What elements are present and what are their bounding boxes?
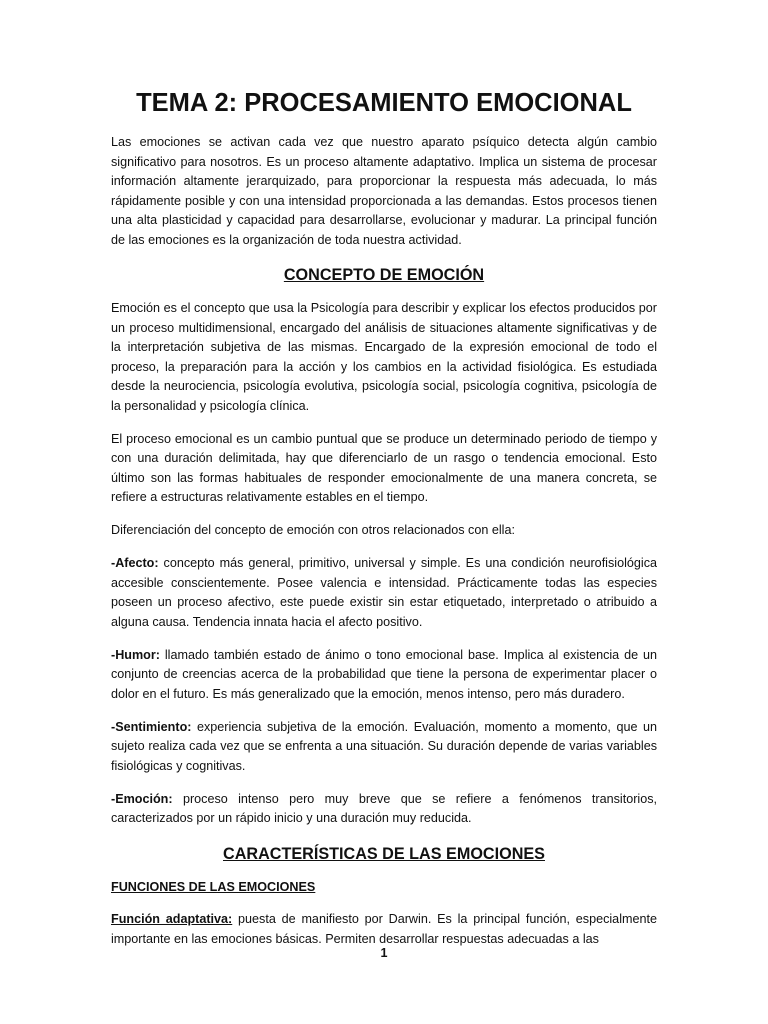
- funcion-adaptativa-term: Función adaptativa:: [111, 912, 233, 926]
- intro-paragraph: Las emociones se activan cada vez que nuestro aparato psíquico detecta algún cambio significativo para nosotros. Es un proceso altamente adaptativo. Implica un sistema de procesar información altamente jerarquizado, para proporcionar la respuesta más adecuada, lo más rápidamente posible y con una intensidad proporcionada a las demandas. Estos procesos tienen una alta plasticidad y capacidad para desarrollarse, evolucionar y madurar. La principal función de las emociones es la organización de toda nuestra actividad.: [111, 135, 657, 247]
- definition-term: -Sentimiento:: [111, 719, 192, 734]
- funcion-adaptativa-text: puesta de manifiesto por Darwin. Es la principal función, especialmente importante en las emociones básicas. Permiten desarrollar respuestas adecuadas a las: [111, 912, 657, 946]
- definition-text: experiencia subjetiva de la emoción. Evaluación, momento a momento, que un sujeto realiza cada vez que se enfrenta a una situación. Su duración depende de varias variables fisiológicas y cognitivas.: [111, 719, 657, 773]
- concepto-paragraph-3: Diferenciación del concepto de emoción con otros relacionados con ella:: [111, 523, 515, 537]
- concepto-paragraph-1: Emoción es el concepto que usa la Psicología para describir y explicar los efectos producidos por un proceso multidimensional, encargado del análisis de situaciones altamente significativas y de la interpretación subjetiva de las mismas. Encargado de la expresión emocional de todo el proceso, la preparación para la acción y los cambios en la actividad fisiológica. Es estudiada desde la neurociencia, psicología evolutiva, psicología social, psicología cognitiva, psicología de la personalidad y psicología clínica.: [111, 301, 657, 413]
- definition-text: llamado también estado de ánimo o tono emocional base. Implica al existencia de un conjunto de creencias acerca de la probabilidad que tiene la persona de experimentar placer o dolor en el futuro. Es más generalizado que la emoción, menos intenso, pero más duradero.: [111, 647, 657, 701]
- definition-emocion: [111, 790, 657, 829]
- subheading-funciones: FUNCIONES DE LAS EMOCIONES: [111, 879, 316, 894]
- definition-humor: [111, 646, 657, 705]
- definition-sentimiento: [111, 718, 657, 777]
- funcion-adaptativa-paragraph: [111, 910, 657, 949]
- document-title: TEMA 2: PROCESAMIENTO EMOCIONAL: [136, 89, 632, 117]
- definition-term: -Humor:: [111, 647, 160, 662]
- definition-afecto: [111, 554, 657, 632]
- section-heading-concepto: CONCEPTO DE EMOCIÓN: [283, 266, 485, 284]
- section-heading-caracteristicas: CARACTERÍSTICAS DE LAS EMOCIONES: [223, 844, 545, 863]
- definition-term: -Emoción:: [111, 791, 173, 806]
- page-number: 1: [380, 946, 388, 960]
- definition-text: concepto más general, primitivo, universal y simple. Es una condición neurofisiológica accesible conscientemente. Posee valencia e intensidad. Prácticamente todas las especies poseen un proceso afectivo, este puede existir sin estar etiquetado, interpretado o atribuido a alguna causa. Tendencia innata hacia el afecto positivo.: [111, 556, 657, 629]
- concepto-paragraph-2: El proceso emocional es un cambio puntual que se produce un determinado periodo de tiempo y con una duración delimitada, hay que diferenciarlo de un rasgo o tendencia emocional. Esto último son las formas habituales de responder emocionalmente de una manera concreta, se refiere a estructuras relativamente estables en el tiempo.: [111, 431, 657, 504]
- definition-text: proceso intenso pero muy breve que se refiere a fenómenos transitorios, caracterizados por un rápido inicio y una duración muy reducida.: [111, 791, 657, 825]
- document-body: [111, 86, 657, 949]
- definition-term: -Afecto:: [111, 556, 159, 570]
